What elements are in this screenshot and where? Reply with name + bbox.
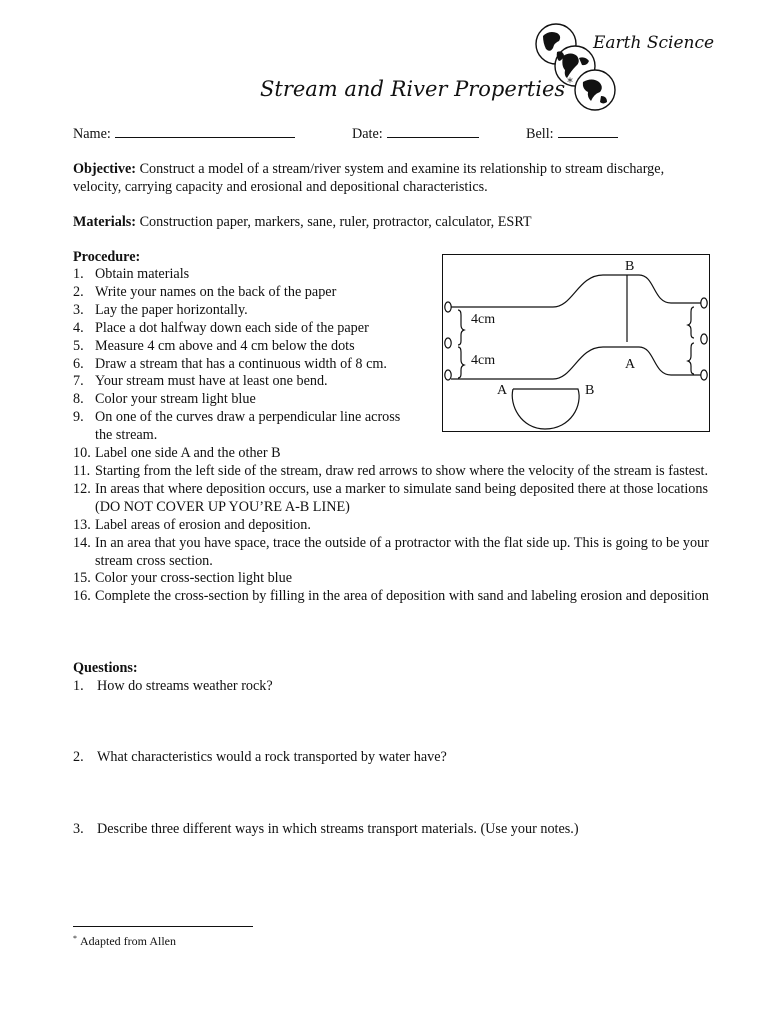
width-label-lower: 4cm [471, 353, 496, 368]
step-number: 7. [73, 373, 84, 390]
step-text: In an area that you have space, trace the outside of a protractor with the flat side up. This is going to be your stream cross section. [95, 534, 709, 569]
date-label: Date: [352, 126, 383, 142]
step-text: In areas that where deposition occurs, use a marker to simulate sand being deposited there at those locations (DO NOT COVER UP YOU’RE A-B LINE) [95, 480, 709, 515]
step-text: Starting from the left side of the stream, draw red arrows to show where the velocity of the stream is fastest. [95, 462, 709, 479]
step-text: On one of the curves draw a perpendicular line across the stream. [95, 409, 401, 444]
step-number: 16. [73, 588, 91, 605]
procedure-step [73, 463, 715, 481]
step-number: 1. [73, 266, 84, 282]
step-text: Measure 4 cm above and 4 cm below the dots [95, 337, 355, 354]
questions-heading: Questions: [73, 660, 138, 676]
step-text: Color your stream light blue [95, 391, 256, 408]
materials-label: Materials: [73, 214, 137, 230]
step-number: 13. [73, 516, 91, 533]
step-number: 14. [73, 534, 91, 551]
question-number: 1. [73, 678, 84, 694]
procedure-step [73, 588, 715, 606]
date-field[interactable] [352, 124, 479, 144]
step-number: 12. [73, 480, 91, 497]
bell-field[interactable] [526, 124, 618, 144]
stream-diagram-drawing [443, 255, 709, 431]
step-number: 6. [73, 355, 84, 372]
procedure-step [73, 409, 420, 445]
objective-text: Construct a model of a stream/river system and examine its relationship to stream discharge, velocity, carrying capacity and erosional and depositional characteristics. [73, 161, 665, 195]
step-text: Lay the paper horizontally. [95, 301, 248, 318]
step-text: Draw a stream that has a continuous width of 8 cm. [95, 355, 387, 372]
footnote [73, 934, 176, 949]
point-b-label: B [625, 259, 635, 274]
step-text: Label one side A and the other B [95, 445, 281, 462]
step-text: Place a dot halfway down each side of the paper [95, 319, 369, 336]
step-number: 3. [73, 301, 84, 318]
page-title [260, 76, 573, 101]
step-number: 8. [73, 391, 84, 408]
step-text: Color your cross-section light blue [95, 570, 293, 587]
materials-paragraph [73, 214, 713, 232]
objective-label: Objective: [73, 161, 137, 177]
procedure-step [73, 445, 715, 463]
footnote-text: Adapted from Allen [80, 934, 176, 948]
question-number: 3. [73, 821, 84, 837]
materials-text: Construction paper, markers, sane, ruler, protractor, calculator, ESRT [139, 214, 532, 230]
name-blank[interactable] [115, 124, 295, 138]
step-text: Label areas of erosion and deposition. [95, 516, 311, 533]
page-title-text: Stream and River Properties [260, 77, 566, 101]
procedure-step [73, 535, 715, 571]
footnote-mark: * [73, 934, 77, 943]
procedure-step [73, 570, 715, 588]
step-number: 15. [73, 570, 91, 587]
question-item [73, 678, 273, 696]
name-field[interactable] [73, 124, 295, 144]
question-text: How do streams weather rock? [97, 678, 273, 694]
subject-title: Earth Science [593, 33, 715, 53]
point-a-label: A [625, 357, 636, 372]
step-text: Write your names on the back of the paper [95, 283, 337, 300]
cross-section-a-label: A [497, 383, 508, 398]
step-number: 10. [73, 445, 91, 462]
date-blank[interactable] [387, 124, 479, 138]
question-item [73, 821, 579, 839]
procedure-step [73, 481, 715, 517]
title-footnote-mark: * [567, 76, 573, 89]
step-text: Complete the cross-section by filling in the area of deposition with sand and labeling erosion and deposition [95, 588, 709, 605]
procedure-heading: Procedure: [73, 249, 141, 265]
bell-blank[interactable] [558, 124, 618, 138]
step-number: 2. [73, 283, 84, 300]
question-text: What characteristics would a rock transported by water have? [97, 749, 447, 765]
width-label-upper: 4cm [471, 312, 496, 327]
question-number: 2. [73, 749, 84, 765]
procedure-step [73, 517, 715, 535]
stream-diagram [442, 254, 710, 432]
step-text: Your stream must have at least one bend. [95, 373, 328, 390]
cross-section-b-label: B [585, 383, 595, 398]
footnote-divider [73, 926, 253, 927]
step-number: 11. [73, 462, 91, 479]
step-text: Obtain materials [95, 266, 190, 282]
question-item [73, 749, 447, 767]
objective-paragraph [73, 161, 713, 197]
step-number: 4. [73, 319, 84, 336]
name-label: Name: [73, 126, 111, 142]
bell-label: Bell: [526, 126, 554, 142]
step-number: 5. [73, 337, 84, 354]
step-number: 9. [73, 409, 84, 426]
question-text: Describe three different ways in which streams transport materials. (Use your notes.) [97, 821, 579, 837]
